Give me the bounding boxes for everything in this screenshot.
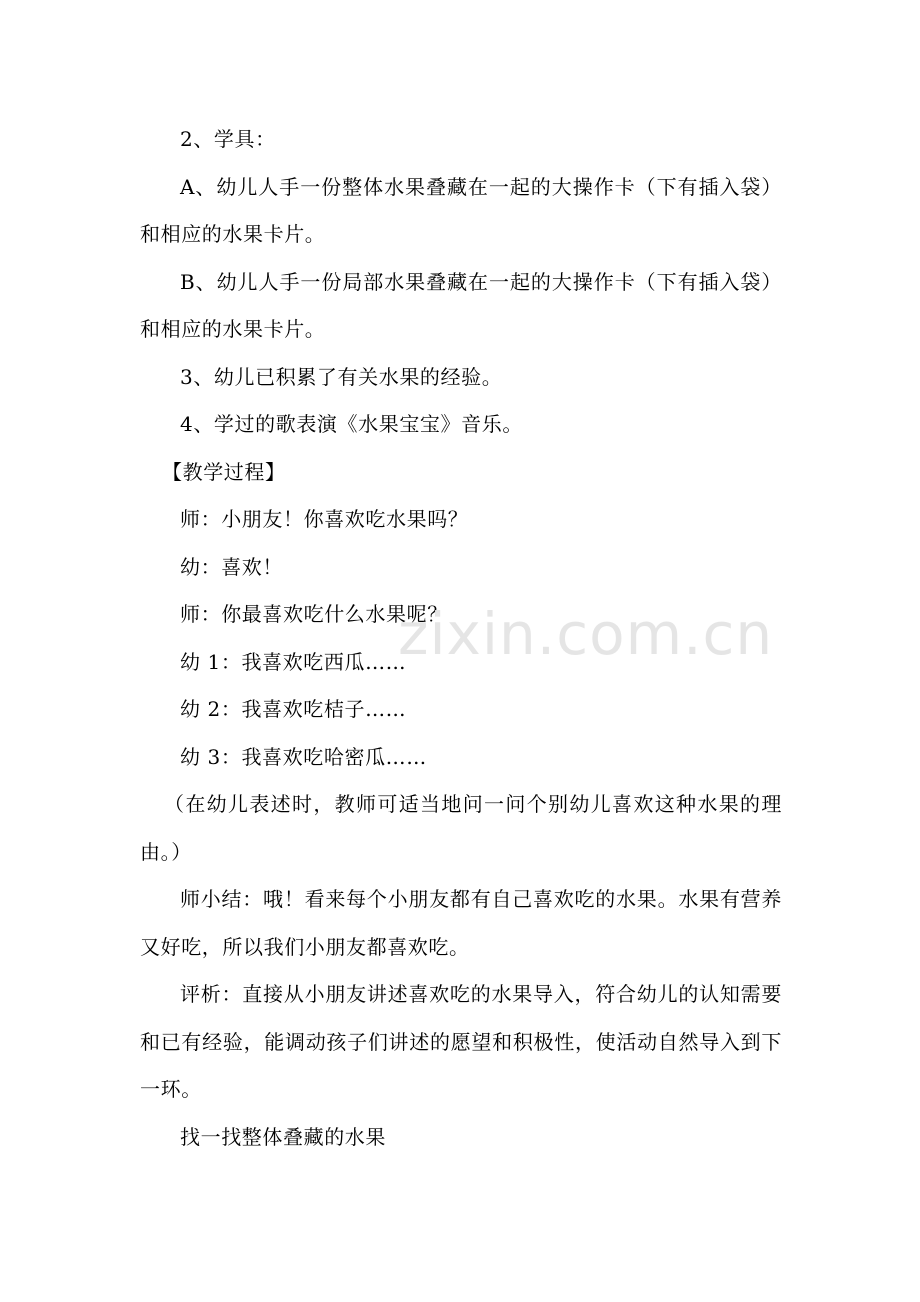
watermark: zixin.com.cn xyxy=(398,600,774,668)
paragraph-teacher-summary: 师小结：哦！看来每个小朋友都有自己喜欢吃的水果。水果有营养又好吃，所以我们小朋友都喜欢吃。 xyxy=(140,887,782,959)
dialogue-child-3: 幼 3：我喜欢吃哈密瓜…… xyxy=(180,744,427,769)
paragraph-learning-tools: 2、学具： xyxy=(180,127,276,151)
paragraph-teacher-note: （在幼儿表述时，教师可适当地问一问个别幼儿喜欢这种水果的理由。） xyxy=(140,792,782,864)
paragraph-experience: 3、幼儿已积累了有关水果的经验。 xyxy=(180,364,503,389)
dialogue-teacher-question-1: 师：小朋友！你喜欢吃水果吗？ xyxy=(180,507,469,531)
document-body xyxy=(140,116,782,1161)
dialogue-teacher-question-2: 师：你最喜欢吃什么水果呢？ xyxy=(180,602,448,626)
dialogue-child-2: 幼 2：我喜欢吃桔子…… xyxy=(180,697,407,721)
paragraph-next-section-title: 找一找整体叠藏的水果 xyxy=(180,1124,386,1149)
paragraph-analysis: 评析：直接从小朋友讲述喜欢吃的水果导入，符合幼儿的认知需要和已有经验，能调动孩子们讲述的愿望和积极性，使活动自然导入到下一环。 xyxy=(140,982,782,1101)
paragraph-song: 4、学过的歌表演《水果宝宝》音乐。 xyxy=(180,412,523,436)
dialogue-child-answer: 幼：喜欢！ xyxy=(180,554,283,579)
dialogue-child-1: 幼 1：我喜欢吃西瓜…… xyxy=(180,649,407,674)
section-heading-teaching-process: 【教学过程】 xyxy=(162,459,286,484)
paragraph-tools-b: B、幼儿人手一份局部水果叠藏在一起的大操作卡（下有插入袋）和相应的水果卡片。 xyxy=(140,269,782,341)
paragraph-tools-a: A、幼儿人手一份整体水果叠藏在一起的大操作卡（下有插入袋）和相应的水果卡片。 xyxy=(140,174,782,246)
